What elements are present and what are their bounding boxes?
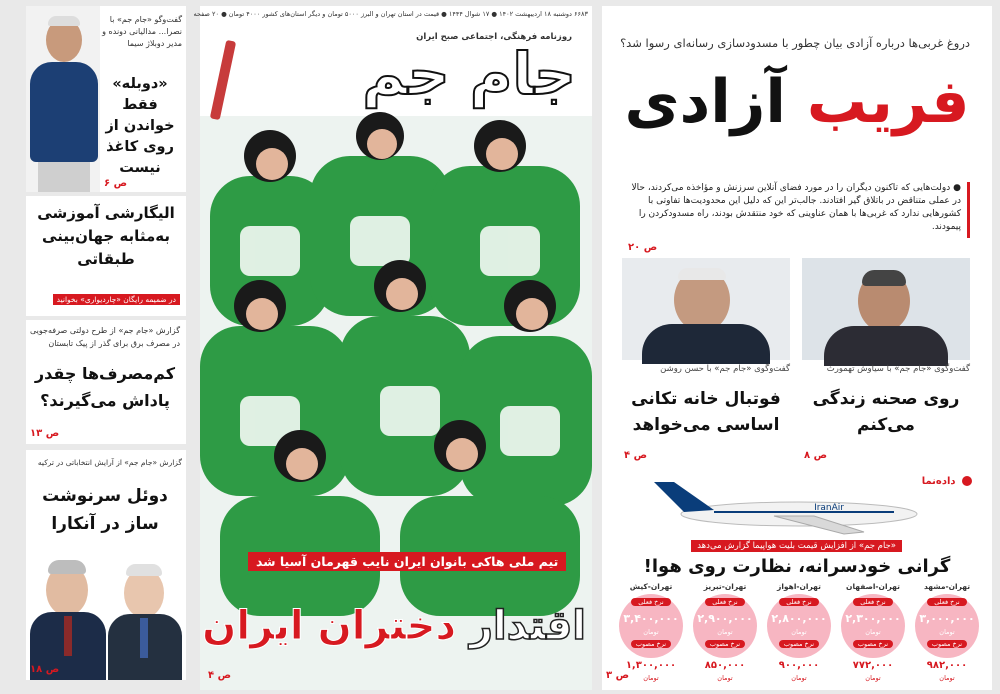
- page-number: ص ۳: [606, 670, 630, 681]
- dubbing-card[interactable]: [26, 6, 186, 192]
- approved-rate-label: نرخ مصوب: [779, 640, 819, 648]
- price-route-1: [838, 582, 908, 686]
- page-number: ص ۸: [804, 450, 828, 461]
- currency-unit: تومان: [791, 628, 807, 636]
- approved-rate: ۱,۳۰۰,۰۰۰: [625, 660, 677, 671]
- page-number: ص ۴: [624, 450, 648, 461]
- approved-rate-label: نرخ مصوب: [927, 640, 967, 648]
- center-headline[interactable]: [202, 598, 586, 654]
- photo-roshan: [622, 258, 790, 360]
- interview-kicker: گفت‌وگوی «جام جم» با حسن روشن: [660, 364, 790, 374]
- oligarchy-card[interactable]: [26, 196, 186, 316]
- kicker: دروغ غربی‌ها درباره آزادی بیان چطور با مسدودسازی رسانه‌ای رسوا شد؟: [620, 36, 970, 50]
- headline-red: فریب: [806, 67, 970, 137]
- approved-rate: ۸۵۰,۰۰۰: [704, 660, 746, 671]
- current-rate-label: نرخ فعلی: [705, 598, 745, 606]
- current-rate-label: نرخ فعلی: [631, 598, 671, 606]
- electricity-card[interactable]: [26, 320, 186, 444]
- masthead-logo[interactable]: جام جم: [362, 40, 576, 108]
- price-circle: [767, 594, 831, 658]
- approved-rate: ۹۸۲,۰۰۰: [926, 660, 968, 671]
- interview-headline: فوتبال خانه تکانی اساسی می‌خواهد: [631, 389, 781, 435]
- interview-right[interactable]: [802, 258, 970, 464]
- current-rate-label: نرخ فعلی: [779, 598, 819, 606]
- current-rate: ۲,۹۰۰,۰۰۰: [697, 612, 753, 625]
- current-rate: ۲,۳۰۰,۰۰۰: [845, 612, 901, 625]
- approved-rate: ۷۷۲,۰۰۰: [852, 660, 894, 671]
- ticket-headline[interactable]: گرانی خودسرانه، نظارت روی هوا!: [643, 556, 951, 577]
- report-headline: کم‌مصرف‌ها چقدر پاداش می‌گیرند؟: [34, 364, 176, 410]
- route-label: تهران-مشهد: [923, 582, 971, 591]
- page-number: ص ۴: [208, 670, 232, 681]
- currency-unit: تومان: [717, 628, 733, 636]
- headline-main[interactable]: [602, 58, 992, 146]
- route-label: تهران-اصفهان: [846, 582, 900, 591]
- lead-box: ● دولت‌هایی که تاکنون دیگران را در مورد فضای آنلاین سرزنش و مؤاخذه می‌کردند، حالا در عملی متناقض در باتلاق گیر افتادند. جالب‌تر این که دلیل این محدودیت‌ها تفاوتی با کشورهایی ندارد که غربی‌ها با همان عناوینی که خود منتقدش بودند، راه مسدودکردن را پیمودند.: [624, 182, 970, 238]
- current-rate: ۳,۰۰۰,۰۰۰: [919, 612, 975, 625]
- currency-unit: تومان: [643, 674, 659, 682]
- datanama-label: داده‌نما: [922, 476, 972, 487]
- currency-unit: تومان: [939, 674, 955, 682]
- price-route-0: [912, 582, 982, 686]
- current-rate: ۲,۸۰۰,۰۰۰: [771, 612, 827, 625]
- price-list: [610, 582, 982, 686]
- photo-candidates: [26, 550, 186, 680]
- page-number: ص ۱۸: [30, 664, 60, 675]
- headline-black: اقتدار: [469, 603, 586, 649]
- datanama-icon: [962, 476, 972, 486]
- report-headline: دوئل سرنوشت ساز در آنکارا: [42, 486, 168, 534]
- current-rate-label: نرخ فعلی: [853, 598, 893, 606]
- ticket-kicker: «جام جم» از افزایش قیمت بلیت هواپیما گزارش می‌دهد: [691, 540, 902, 552]
- turkey-card[interactable]: [26, 450, 186, 680]
- interview-headline: «دوبله» فقط خواندن از روی کاغذ نیست: [105, 76, 175, 176]
- price-circle: [841, 594, 905, 658]
- photo-tahmoures: [802, 258, 970, 360]
- interview-kicker: گفت‌وگوی «جام جم» با سیاوش تهمورث: [826, 364, 970, 374]
- route-label: تهران-اهواز: [777, 582, 821, 591]
- currency-unit: تومان: [865, 674, 881, 682]
- currency-unit: تومان: [791, 674, 807, 682]
- photo-caption: تیم ملی هاکی بانوان ایران نایب قهرمان آسیا شد: [248, 552, 566, 571]
- currency-unit: تومان: [865, 628, 881, 636]
- approved-rate-label: نرخ مصوب: [631, 640, 671, 648]
- photo-dubbing: [26, 6, 100, 192]
- price-circle: [915, 594, 979, 658]
- right-panel: [602, 6, 992, 690]
- price-circle: [619, 594, 683, 658]
- route-label: تهران-کیش: [629, 582, 673, 591]
- masthead-tagline: روزنامه فرهنگی، اجتماعی صبح ایران: [416, 32, 572, 42]
- price-route-3: [690, 582, 760, 686]
- interview-kicker: گفت‌وگو «جام جم» با نصرا... مدالیانی دونده و مدیر دوبلاژ سیما: [102, 15, 182, 48]
- page-number: ص ۶: [104, 178, 128, 189]
- dateline: ۶۶۸۳ دوشنبه ۱۸ اردیبهشت ۱۴۰۲ ● ۱۷ شوال ۱۴۴۴ ● قیمت در استان تهران و البرز ۵۰۰۰ تومان و دیگر استان‌های کشور ۴۰۰۰ تومان ● ۲۰ صفحه: [193, 10, 588, 18]
- supplement-badge: در ضمیمه رایگان «چاردیواری» بخوانید: [53, 294, 180, 305]
- approved-rate-label: نرخ مصوب: [853, 640, 893, 648]
- price-circle: [693, 594, 757, 658]
- currency-unit: تومان: [939, 628, 955, 636]
- current-rate-label: نرخ فعلی: [927, 598, 967, 606]
- approved-rate: ۹۰۰,۰۰۰: [778, 660, 820, 671]
- approved-rate-label: نرخ مصوب: [705, 640, 745, 648]
- route-label: تهران-تبریز: [703, 582, 747, 591]
- currency-unit: تومان: [643, 628, 659, 636]
- interview-left[interactable]: [622, 258, 790, 464]
- airplane-illustration: [644, 472, 944, 538]
- center-panel: [193, 6, 592, 690]
- page-number: ص ۱۳: [30, 428, 60, 439]
- headline-black: آزادی: [624, 67, 786, 137]
- hockey-stick-icon: [210, 40, 236, 120]
- report-kicker: گزارش «جام جم» از آرایش انتخاباتی در ترکیه: [37, 458, 182, 467]
- currency-unit: تومان: [717, 674, 733, 682]
- headline-red: دختران ایران: [202, 603, 456, 649]
- interview-headline: روی صحنه زندگی می‌کنم: [812, 389, 960, 435]
- oligarchy-headline: الیگارشی آموزشی به‌مثابه جهان‌بینی طبقاتی: [37, 204, 175, 268]
- airline-name: IranAir: [814, 503, 844, 513]
- current-rate: ۳,۴۰۰,۰۰۰: [623, 612, 679, 625]
- page-number: ص ۲۰: [628, 242, 658, 253]
- price-route-2: [764, 582, 834, 686]
- report-kicker: گزارش «جام جم» از طرح دولتی صرفه‌جویی در مصرف برق برای گذر از پیک تابستان: [30, 326, 180, 348]
